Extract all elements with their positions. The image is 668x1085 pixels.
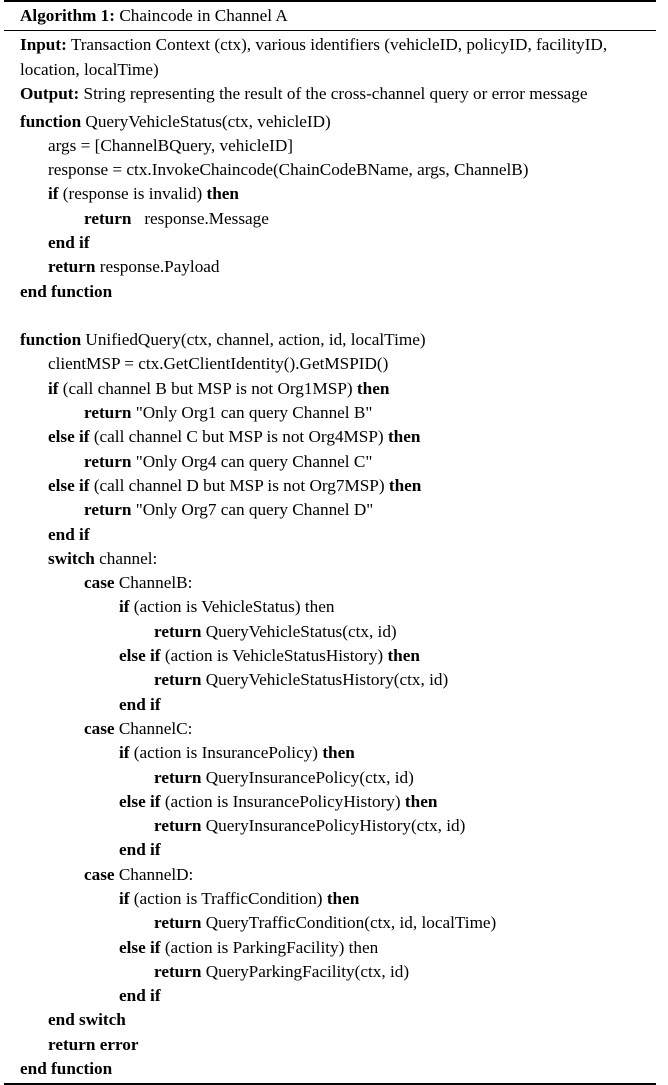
pseudocode-line	[20, 474, 656, 498]
pseudocode-keyword: if	[119, 743, 130, 763]
pseudocode-line	[20, 668, 656, 692]
pseudocode-keyword: if	[119, 597, 130, 617]
pseudocode-keyword: then	[404, 791, 438, 811]
pseudocode-line	[20, 741, 656, 765]
algorithm-io-block	[4, 31, 656, 108]
pseudocode-keyword: end switch	[48, 1010, 126, 1030]
pseudocode-line	[20, 328, 656, 352]
pseudocode-text: (call channel B but MSP is not Org1MSP)	[58, 378, 357, 398]
pseudocode-text: (action is InsurancePolicy)	[129, 743, 323, 763]
pseudocode-keyword: if	[119, 889, 130, 908]
pseudocode-keyword: else if	[119, 937, 161, 957]
pseudocode-keyword: else if	[48, 475, 90, 495]
algorithm-input-label: Input:	[20, 35, 67, 54]
pseudocode-line	[20, 450, 656, 474]
pseudocode-line	[20, 1033, 656, 1057]
pseudocode-keyword: end if	[48, 232, 90, 252]
pseudocode-text: response = ctx.InvokeChaincode(ChainCodeBName, args, ChannelB)	[48, 160, 529, 180]
pseudocode-keyword: return	[154, 621, 202, 641]
pseudocode-keyword: return error	[48, 1034, 139, 1054]
pseudocode-line	[20, 717, 656, 741]
pseudocode-line	[20, 425, 656, 449]
pseudocode-keyword: return	[84, 451, 132, 471]
pseudocode-keyword: end if	[48, 524, 90, 544]
pseudocode-line	[20, 960, 656, 984]
pseudocode-keyword: end function	[20, 1059, 113, 1079]
pseudocode-line	[20, 766, 656, 790]
pseudocode-keyword: else if	[119, 791, 161, 811]
pseudocode-text: (action is ParkingFacility) then	[160, 937, 379, 957]
pseudocode-keyword: then	[322, 743, 355, 763]
pseudocode-line	[20, 644, 656, 668]
pseudocode-text: ChannelD:	[114, 864, 194, 884]
pseudocode-text: UnifiedQuery(ctx, channel, action, id, localTime)	[81, 330, 426, 350]
pseudocode-line	[20, 207, 656, 231]
pseudocode-text: QueryTrafficCondition(ctx, id, localTime)	[201, 913, 497, 933]
algorithm-label-separator: :	[109, 6, 116, 25]
pseudocode-line	[20, 1008, 656, 1032]
algorithm-output-label: Output:	[20, 84, 80, 103]
pseudocode-line	[20, 280, 656, 304]
pseudocode-line	[20, 547, 656, 571]
algorithm-input-text: Transaction Context (ctx), various identifiers (vehicleID, policyID, facilityID, location, localTime)	[20, 35, 608, 79]
pseudocode-line	[20, 134, 656, 158]
pseudocode-line	[20, 1057, 656, 1081]
pseudocode-keyword: end if	[119, 986, 161, 1006]
pseudocode-keyword: return	[154, 913, 202, 933]
pseudocode-keyword: return	[154, 816, 202, 836]
pseudocode-text: QueryInsurancePolicy(ctx, id)	[201, 767, 414, 787]
pseudocode-keyword: if	[48, 378, 59, 398]
pseudocode-text: (call channel C but MSP is not Org4MSP)	[89, 427, 388, 447]
algorithm-input-line	[20, 33, 650, 82]
pseudocode-text: "Only Org1 can query Channel B"	[131, 403, 373, 423]
pseudocode-line	[20, 498, 656, 522]
pseudocode-text: QueryVehicleStatus(ctx, vehicleID)	[81, 111, 331, 131]
pseudocode-text: response.Payload	[95, 257, 220, 277]
pseudocode-keyword: switch	[48, 548, 95, 568]
pseudocode-text: (call channel D but MSP is not Org7MSP)	[89, 475, 389, 495]
pseudocode-keyword: then	[387, 427, 421, 447]
pseudocode-keyword: return	[48, 257, 96, 277]
algorithm-box	[4, 0, 656, 1085]
pseudocode-text: (action is TrafficCondition)	[129, 889, 327, 908]
pseudocode-text: (action is VehicleStatus) then	[129, 597, 335, 617]
pseudocode-keyword: case	[84, 718, 115, 738]
pseudocode-line	[20, 887, 656, 911]
algorithm-pseudocode-body	[4, 110, 656, 1084]
pseudocode-keyword: function	[20, 330, 82, 350]
algorithm-title-text: Chaincode in Channel A	[119, 6, 288, 25]
pseudocode-keyword: then	[356, 378, 390, 398]
pseudocode-line	[20, 571, 656, 595]
pseudocode-blank-line	[20, 304, 656, 328]
pseudocode-keyword: then	[388, 475, 422, 495]
pseudocode-keyword: function	[20, 111, 82, 131]
algorithm-title-line	[4, 2, 656, 30]
pseudocode-keyword: then	[326, 889, 360, 908]
pseudocode-line	[20, 595, 656, 619]
pseudocode-line	[20, 231, 656, 255]
pseudocode-line	[20, 401, 656, 425]
pseudocode-line	[20, 352, 656, 376]
pseudocode-keyword: else if	[119, 646, 161, 666]
pseudocode-line	[20, 523, 656, 547]
pseudocode-line	[20, 984, 656, 1008]
pseudocode-line	[20, 255, 656, 279]
pseudocode-text: args = [ChannelBQuery, vehicleID]	[48, 135, 293, 155]
pseudocode-text: channel:	[94, 548, 158, 568]
pseudocode-text: ChannelC:	[114, 718, 193, 738]
pseudocode-line	[20, 620, 656, 644]
pseudocode-keyword: return	[84, 500, 132, 520]
pseudocode-keyword: if	[48, 184, 59, 204]
pseudocode-line	[20, 838, 656, 862]
pseudocode-line	[20, 110, 656, 134]
pseudocode-keyword: case	[84, 864, 115, 884]
pseudocode-line	[20, 814, 656, 838]
pseudocode-keyword: then	[206, 184, 239, 204]
pseudocode-text: (action is InsurancePolicyHistory)	[160, 791, 405, 811]
pseudocode-keyword: else if	[48, 427, 90, 447]
pseudocode-line	[20, 790, 656, 814]
algorithm-label: Algorithm 1	[20, 6, 110, 25]
pseudocode-keyword: return	[84, 208, 132, 228]
pseudocode-line	[20, 693, 656, 717]
pseudocode-text: clientMSP = ctx.GetClientIdentity().GetMSPID()	[48, 354, 389, 374]
pseudocode-text: "Only Org7 can query Channel D"	[131, 500, 374, 520]
pseudocode-line	[20, 158, 656, 182]
pseudocode-keyword: return	[154, 670, 202, 690]
pseudocode-keyword: end if	[119, 694, 161, 714]
pseudocode-text: QueryVehicleStatus(ctx, id)	[201, 621, 397, 641]
pseudocode-text: response.Message	[131, 208, 269, 228]
pseudocode-line	[20, 936, 656, 960]
pseudocode-keyword: return	[154, 767, 202, 787]
pseudocode-text: (response is invalid)	[58, 184, 207, 204]
pseudocode-text: (action is VehicleStatusHistory)	[160, 646, 388, 666]
pseudocode-keyword: return	[84, 403, 132, 423]
pseudocode-keyword: then	[387, 646, 420, 666]
pseudocode-line	[20, 377, 656, 401]
pseudocode-keyword: end function	[20, 281, 113, 301]
pseudocode-text: QueryInsurancePolicyHistory(ctx, id)	[201, 816, 466, 836]
pseudocode-text: ChannelB:	[114, 573, 193, 593]
pseudocode-keyword: end if	[119, 840, 161, 860]
pseudocode-line	[20, 863, 656, 887]
pseudocode-line	[20, 911, 656, 935]
pseudocode-text: "Only Org4 can query Channel C"	[131, 451, 373, 471]
pseudocode-keyword: case	[84, 573, 115, 593]
pseudocode-text: QueryParkingFacility(ctx, id)	[201, 961, 410, 981]
pseudocode-line	[20, 182, 656, 206]
algorithm-output-line	[20, 82, 650, 107]
pseudocode-text: QueryVehicleStatusHistory(ctx, id)	[201, 670, 449, 690]
pseudocode-keyword: return	[154, 961, 202, 981]
algorithm-output-text: String representing the result of the cross-channel query or error message	[83, 84, 588, 103]
